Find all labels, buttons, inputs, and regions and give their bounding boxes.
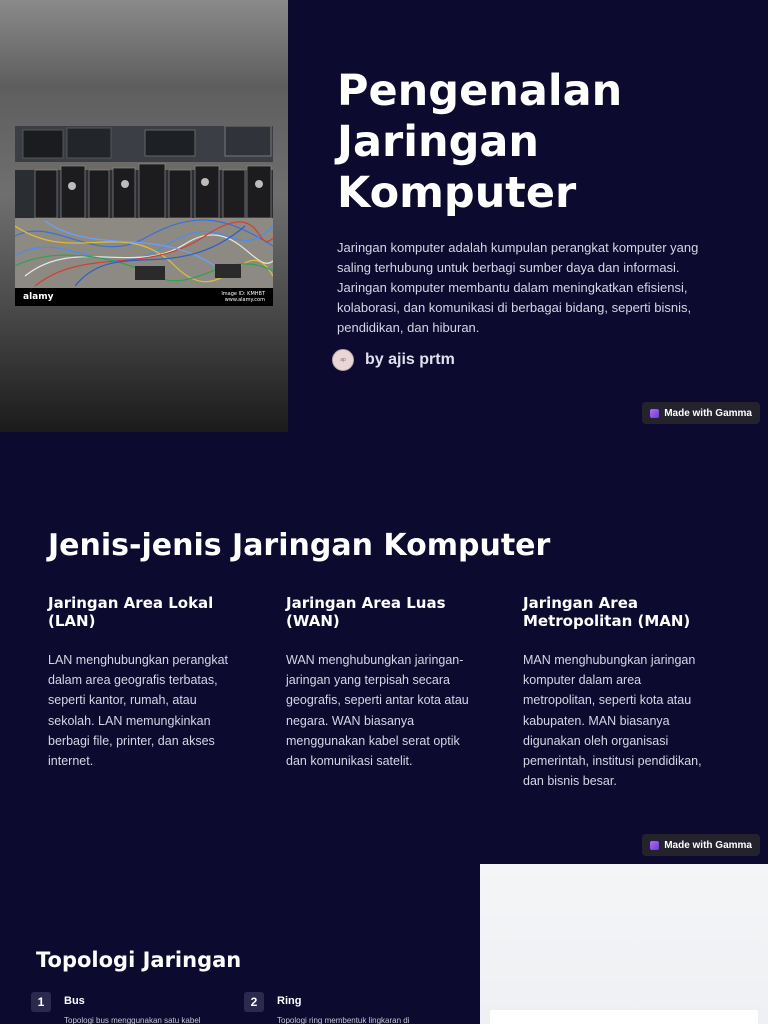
watermark-url: www.alamy.com xyxy=(224,297,265,303)
photo-panel xyxy=(0,0,288,432)
network-types-slide xyxy=(0,432,768,864)
column-lan xyxy=(48,594,233,771)
badge-label: Made with Gamma xyxy=(664,407,752,419)
column-body: MAN menghubungkan jaringan komputer dalam area metropolitan, seperti kota atau kabupaten. MAN biasanya digunakan oleh organisasi pemerintah, institusi pendidikan, dan bisnis besar. xyxy=(523,653,702,789)
item-number: 2 xyxy=(244,992,264,1012)
slide-title: Pengenalan Jaringan Komputer xyxy=(337,66,623,218)
topology-item-ring xyxy=(244,992,410,1024)
section-heading: Topologi Jaringan xyxy=(36,948,242,972)
column-body: WAN menghubungkan jaringan-jaringan yang terpisah secara geografis, seperti antar kota atau negara. WAN biasanya menggunakan kabel serat optik dan komunikasi satelit. xyxy=(286,653,469,769)
title-slide xyxy=(0,0,768,432)
item-desc: Topologi bus menggunakan satu kabel xyxy=(64,1016,201,1024)
topology-image-panel xyxy=(480,864,768,1024)
server-room-photo xyxy=(15,126,273,306)
item-title: Bus xyxy=(64,995,85,1007)
author-row xyxy=(332,349,455,371)
column-title: Jaringan Area Lokal (LAN) xyxy=(48,594,214,630)
item-number: 1 xyxy=(31,992,51,1012)
column-title: Jaringan Area Metropolitan (MAN) xyxy=(523,594,691,630)
gamma-logo-icon xyxy=(650,409,659,418)
intro-paragraph: Jaringan komputer adalah kumpulan perangkat komputer yang saling terhubung untuk berbagi sumber daya dan informasi. Jaringan komputer membantu dalam meningkatkan efisiensi, kolaborasi, dan komunikasi di berbagai bidang, seperti bisnis, pendidikan, dan hiburan. xyxy=(337,240,699,335)
topology-item-bus xyxy=(31,992,201,1024)
column-wan xyxy=(286,594,471,771)
badge-label: Made with Gamma xyxy=(664,839,752,851)
topology-slide xyxy=(0,864,768,1024)
column-body: LAN menghubungkan perangkat dalam area geografis terbatas, seperti kantor, rumah, atau sekolah. LAN memungkinkan berbagi file, printer, dan akses internet. xyxy=(48,653,228,769)
column-man xyxy=(523,594,708,791)
watermark-logo: alamy xyxy=(23,292,54,302)
item-desc: Topologi ring membentuk lingkaran di xyxy=(277,1016,410,1024)
column-title: Jaringan Area Luas (WAN) xyxy=(286,594,446,630)
made-with-gamma-badge[interactable] xyxy=(642,402,760,424)
made-with-gamma-badge[interactable] xyxy=(642,834,760,856)
watermark-id: Image ID: KMHBT xyxy=(221,291,265,297)
gamma-logo-icon xyxy=(650,841,659,850)
photo-watermark xyxy=(15,288,273,306)
item-title: Ring xyxy=(277,995,302,1007)
image-card xyxy=(490,1010,758,1024)
watermark-text xyxy=(221,291,265,303)
section-heading: Jenis-jenis Jaringan Komputer xyxy=(48,528,551,563)
author-name: by ajis prtm xyxy=(365,351,455,368)
avatar: ap xyxy=(332,349,354,371)
